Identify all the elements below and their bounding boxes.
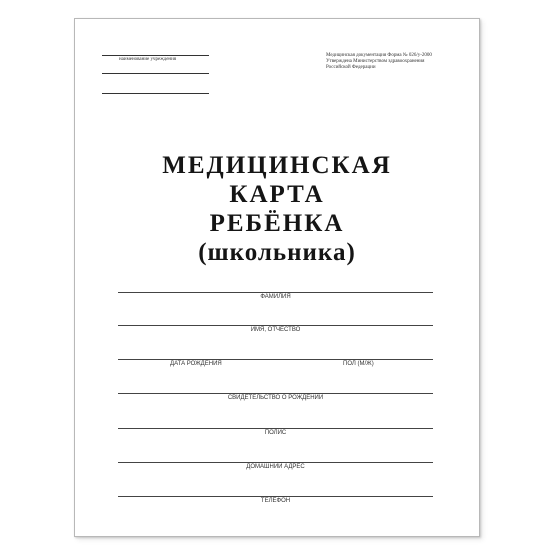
home-address-line	[118, 462, 433, 463]
form-note-line: Российской Федерации	[326, 65, 376, 70]
institution-line-2	[102, 73, 209, 74]
name-line	[118, 325, 433, 326]
form-note-line: Медицинская документация Форма № 026/у-2000	[326, 53, 432, 58]
birth-date-line	[118, 359, 433, 360]
name-patronymic-label: ИМЯ, ОТЧЕСТВО	[250, 327, 301, 333]
sex-label: ПОЛ (М/Ж)	[343, 361, 374, 367]
phone-line	[118, 496, 433, 497]
title-line-1: МЕДИЦИНСКАЯ	[162, 152, 392, 179]
title-line-2: КАРТА	[229, 181, 325, 208]
form-note-line: Утверждена Министерством здравоохранения	[326, 59, 425, 64]
birth-certificate-line	[118, 393, 433, 394]
institution-line-3	[102, 93, 209, 94]
phone-label: ТЕЛЕФОН	[260, 498, 291, 504]
medical-card-cover	[74, 18, 480, 537]
form-approval-note	[326, 53, 432, 71]
title-line-3: РЕБЁНКА	[209, 210, 345, 237]
institution-line-1	[102, 55, 209, 56]
home-address-label: ДОМАШНИЙ АДРЕС	[246, 464, 305, 470]
policy-label: ПОЛИС	[264, 430, 287, 436]
birth-date-label: ДАТА РОЖДЕНИЯ	[170, 361, 222, 367]
institution-caption: наименование учреждения	[119, 57, 177, 62]
surname-line	[118, 292, 433, 293]
surname-label: ФАМИЛИЯ	[260, 294, 291, 300]
title-line-4: (школьника)	[198, 239, 356, 266]
policy-line	[118, 428, 433, 429]
birth-certificate-label: СВИДЕТЕЛЬСТВО О РОЖДЕНИИ	[227, 395, 324, 401]
